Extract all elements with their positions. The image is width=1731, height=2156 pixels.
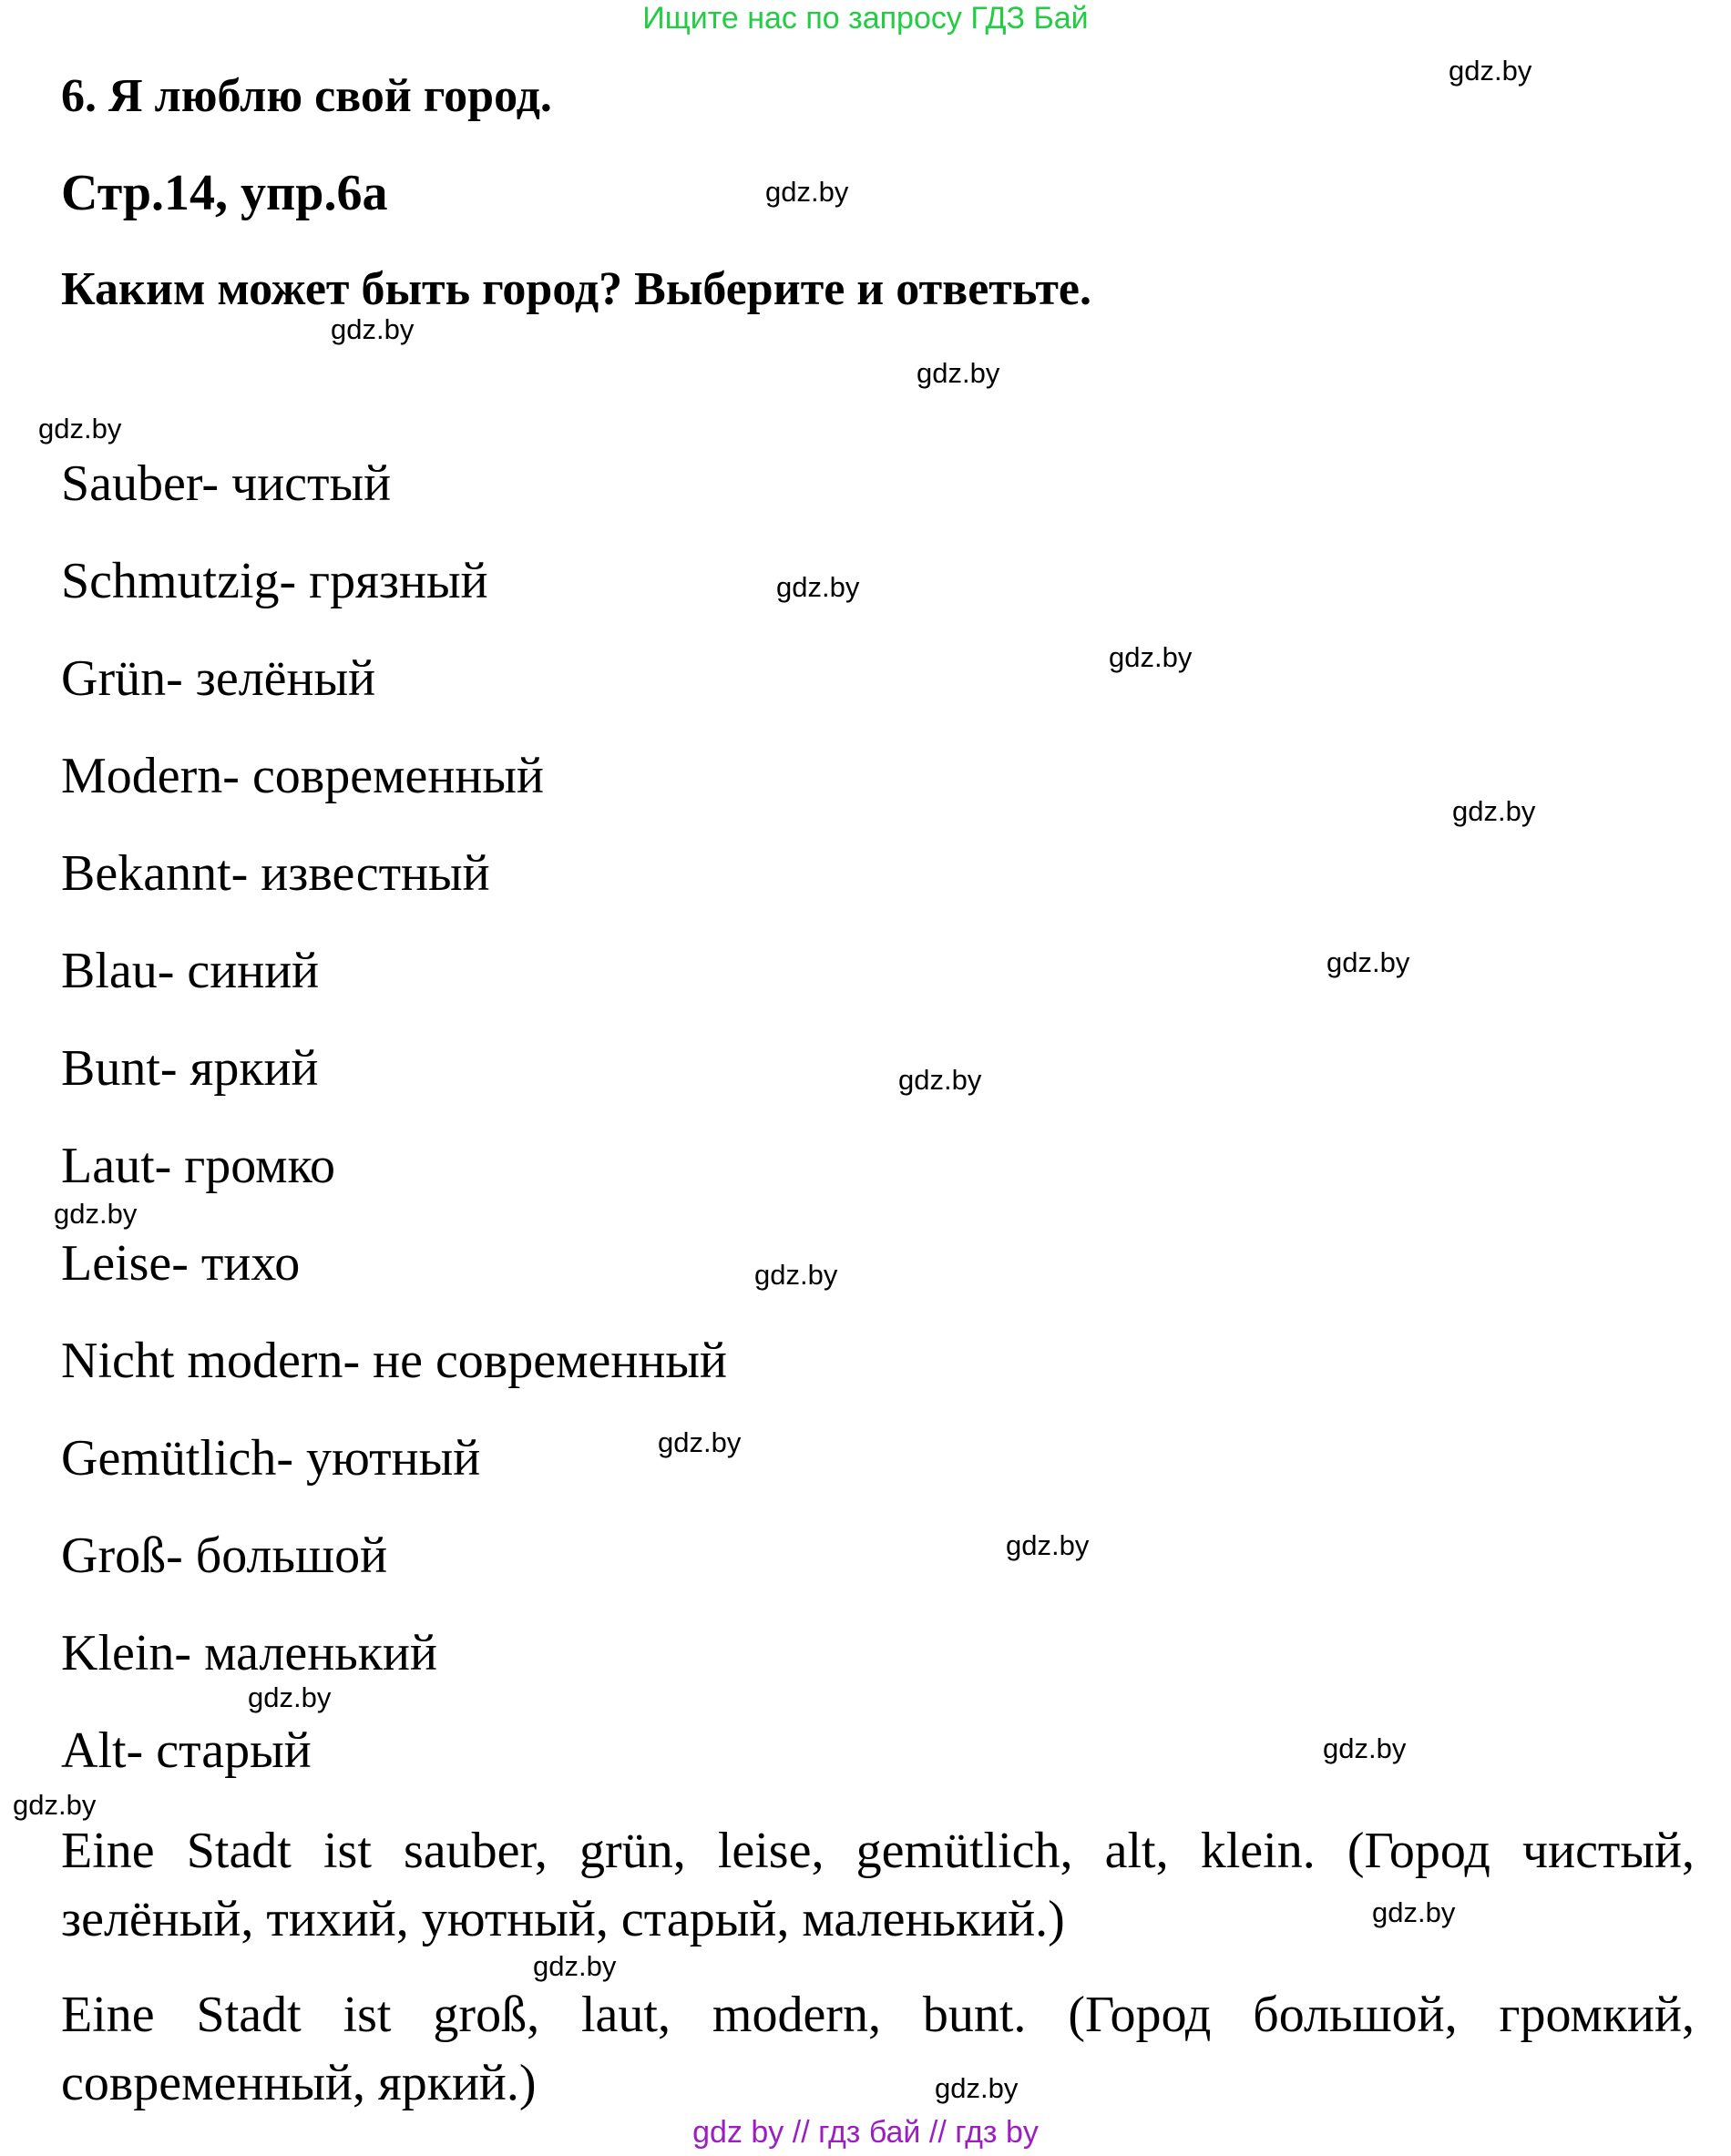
watermark: gdz.by: [917, 357, 1000, 389]
watermark: gdz.by: [1323, 1732, 1407, 1764]
vocabulary-item: Gemütlich- уютный: [61, 1430, 481, 1487]
vocabulary-item: Grün- зелёный: [61, 650, 376, 707]
watermark: gdz.by: [935, 2072, 1019, 2104]
watermark: gdz.by: [13, 1789, 97, 1821]
watermark: gdz.by: [776, 571, 860, 603]
watermark: gdz.by: [1109, 641, 1193, 673]
page-reference: Стр.14, упр.6a: [61, 165, 388, 221]
watermark: gdz.by: [1452, 795, 1536, 827]
vocabulary-item: Blau- синий: [61, 943, 320, 999]
watermark: gdz.by: [1326, 946, 1410, 978]
vocabulary-item: Groß- большой: [61, 1528, 388, 1584]
watermark: gdz.by: [1449, 55, 1532, 87]
vocabulary-item: Klein- маленький: [61, 1625, 437, 1681]
task-question: Каким может быть город? Выберите и ответьте.: [61, 263, 1091, 315]
watermark: gdz.by: [533, 1950, 617, 1982]
vocabulary-item: Sauber- чистый: [61, 455, 392, 512]
vocabulary-item: Nicht modern- не современный: [61, 1333, 727, 1389]
vocabulary-item: Bekannt- известный: [61, 845, 490, 902]
watermark: gdz.by: [765, 176, 849, 208]
answer-paragraph-2: Eine Stadt ist groß, laut, modern, bunt. (Город большой, громкий, современный, яркий.): [61, 1987, 1695, 2111]
vocabulary-item: Modern- современный: [61, 748, 544, 804]
lesson-title: 6. Я люблю свой город.: [61, 70, 552, 122]
answer-paragraph-1: Eine Stadt ist sauber, grün, leise, gemütlich, alt, klein. (Город чистый, зелёный, тихий, уютный, старый, маленький.): [61, 1823, 1695, 1947]
vocabulary-item: Alt- старый: [61, 1722, 312, 1779]
watermark: gdz.by: [248, 1681, 332, 1713]
watermark: gdz.by: [1372, 1896, 1456, 1928]
watermark: gdz.by: [658, 1426, 742, 1458]
search-banner: Ищите нас по запросу ГДЗ Бай: [642, 1, 1089, 36]
vocabulary-item: Laut- громко: [61, 1138, 335, 1194]
vocabulary-list: [61, 451, 727, 1815]
watermark: gdz.by: [1006, 1529, 1090, 1561]
vocabulary-item: Leise- тихо: [61, 1235, 301, 1292]
footer-links: gdz by // гдз бай // гдз by: [692, 2115, 1039, 2150]
watermark: gdz.by: [54, 1198, 138, 1230]
vocabulary-item: Bunt- яркий: [61, 1040, 319, 1097]
watermark: gdz.by: [898, 1064, 982, 1096]
vocabulary-item: Schmutzig- грязный: [61, 553, 488, 609]
watermark: gdz.by: [331, 313, 415, 345]
watermark: gdz.by: [754, 1259, 838, 1291]
watermark: gdz.by: [38, 413, 122, 444]
